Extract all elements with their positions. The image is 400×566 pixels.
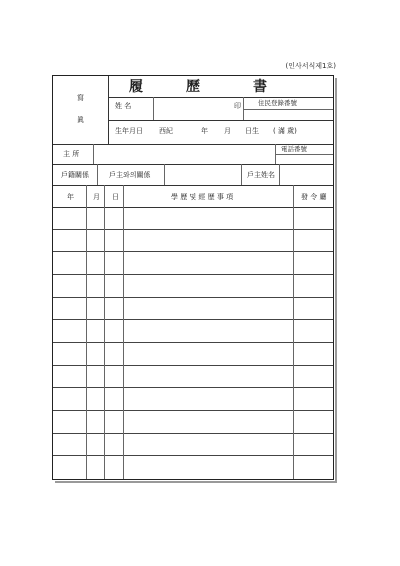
header-month: 月 [93,193,100,201]
cell-history[interactable] [123,230,293,252]
cell-month[interactable] [86,320,104,342]
cell-issuer[interactable] [293,434,333,456]
cell-year[interactable] [53,388,86,410]
col-divider-year [86,185,87,479]
header-year: 年 [67,193,74,201]
table-row [53,343,333,366]
name-label: 姓 名 [115,102,132,110]
cell-issuer[interactable] [293,411,333,433]
family-divider-3 [241,164,242,185]
header-day: 日 [112,193,119,201]
phone-underline [275,154,333,155]
cell-day[interactable] [104,388,123,410]
col-divider-month [104,185,105,479]
cell-issuer[interactable] [293,366,333,388]
cell-year[interactable] [53,252,86,274]
cell-issuer[interactable] [293,456,333,479]
cell-history[interactable] [123,252,293,274]
photo-label-1: 寫 [77,94,84,102]
family-divider-4 [279,164,280,185]
cell-year[interactable] [53,207,86,229]
head-name-label: 戶主姓名 [247,171,275,179]
resume-form [52,75,334,480]
cell-history[interactable] [123,343,293,365]
cell-history[interactable] [123,388,293,410]
cell-day[interactable] [104,343,123,365]
phone-label: 電話番號 [281,145,307,153]
cell-year[interactable] [53,411,86,433]
header-issuer: 發 令 廳 [301,193,327,201]
cell-year[interactable] [53,320,86,342]
cell-history[interactable] [123,411,293,433]
cell-history[interactable] [123,366,293,388]
cell-month[interactable] [86,388,104,410]
cell-year[interactable] [53,275,86,297]
birth-label: 生年月日 [115,127,143,135]
cell-year[interactable] [53,298,86,320]
cell-month[interactable] [86,366,104,388]
cell-day[interactable] [104,207,123,229]
photo-divider [108,76,109,144]
family-divider-1 [97,164,98,185]
resident-id-label: 住民登錄番號 [258,99,297,107]
cell-issuer[interactable] [293,320,333,342]
birth-era: 西紀 [159,127,173,135]
cell-month[interactable] [86,230,104,252]
family-row-bottom [53,185,333,186]
name-row-bottom [108,120,333,121]
cell-day[interactable] [104,456,123,479]
form-code: (인사서식제1호) [285,62,336,70]
title-char-2: 歷 [186,79,200,95]
cell-year[interactable] [53,230,86,252]
birth-age: ( 滿 歲) [273,127,297,135]
history-table-body [53,207,333,479]
cell-day[interactable] [104,230,123,252]
resident-id-underline [243,109,333,110]
title-char-1: 履 [129,79,143,95]
title-char-3: 書 [253,79,267,95]
table-row [53,298,333,321]
address-label: 主 所 [63,150,80,158]
cell-day[interactable] [104,298,123,320]
table-row [53,388,333,411]
cell-issuer[interactable] [293,230,333,252]
cell-history[interactable] [123,456,293,479]
relation-to-head-label: 戶主와의關係 [109,171,151,179]
table-row [53,252,333,275]
table-row [53,366,333,389]
cell-day[interactable] [104,366,123,388]
table-row [53,320,333,343]
address-row-bottom [53,164,333,165]
cell-issuer[interactable] [293,275,333,297]
cell-year[interactable] [53,343,86,365]
cell-month[interactable] [86,275,104,297]
cell-month[interactable] [86,298,104,320]
registry-relation-label: 戶籍關係 [61,171,89,179]
table-row [53,275,333,298]
cell-year[interactable] [53,434,86,456]
cell-day[interactable] [104,411,123,433]
cell-month[interactable] [86,343,104,365]
cell-history[interactable] [123,320,293,342]
cell-history[interactable] [123,275,293,297]
cell-day[interactable] [104,252,123,274]
cell-month[interactable] [86,456,104,479]
header-history: 學 歷 및 經 歷 事 項 [171,193,234,201]
cell-issuer[interactable] [293,298,333,320]
cell-day[interactable] [104,320,123,342]
table-row [53,411,333,434]
cell-month[interactable] [86,434,104,456]
cell-issuer[interactable] [293,252,333,274]
birth-day: 日生 [245,127,259,135]
photo-label-2: 眞 [77,116,84,124]
table-row [53,456,333,479]
birth-month: 月 [224,127,231,135]
col-divider-day [123,185,124,479]
cell-year[interactable] [53,366,86,388]
table-row [53,230,333,253]
title-underline [108,97,333,98]
cell-history[interactable] [123,434,293,456]
cell-history[interactable] [123,298,293,320]
cell-history[interactable] [123,207,293,229]
table-row [53,434,333,457]
cell-issuer[interactable] [293,343,333,365]
cell-issuer[interactable] [293,388,333,410]
cell-year[interactable] [53,456,86,479]
cell-issuer[interactable] [293,207,333,229]
birth-year: 年 [201,127,208,135]
cell-month[interactable] [86,252,104,274]
cell-day[interactable] [104,275,123,297]
seal-label: 印 [234,102,241,110]
address-divider [93,144,94,164]
table-row [53,207,333,230]
cell-month[interactable] [86,411,104,433]
cell-day[interactable] [104,434,123,456]
name-divider-1 [153,97,154,120]
cell-month[interactable] [86,207,104,229]
col-divider-history [293,185,294,479]
family-divider-2 [164,164,165,185]
